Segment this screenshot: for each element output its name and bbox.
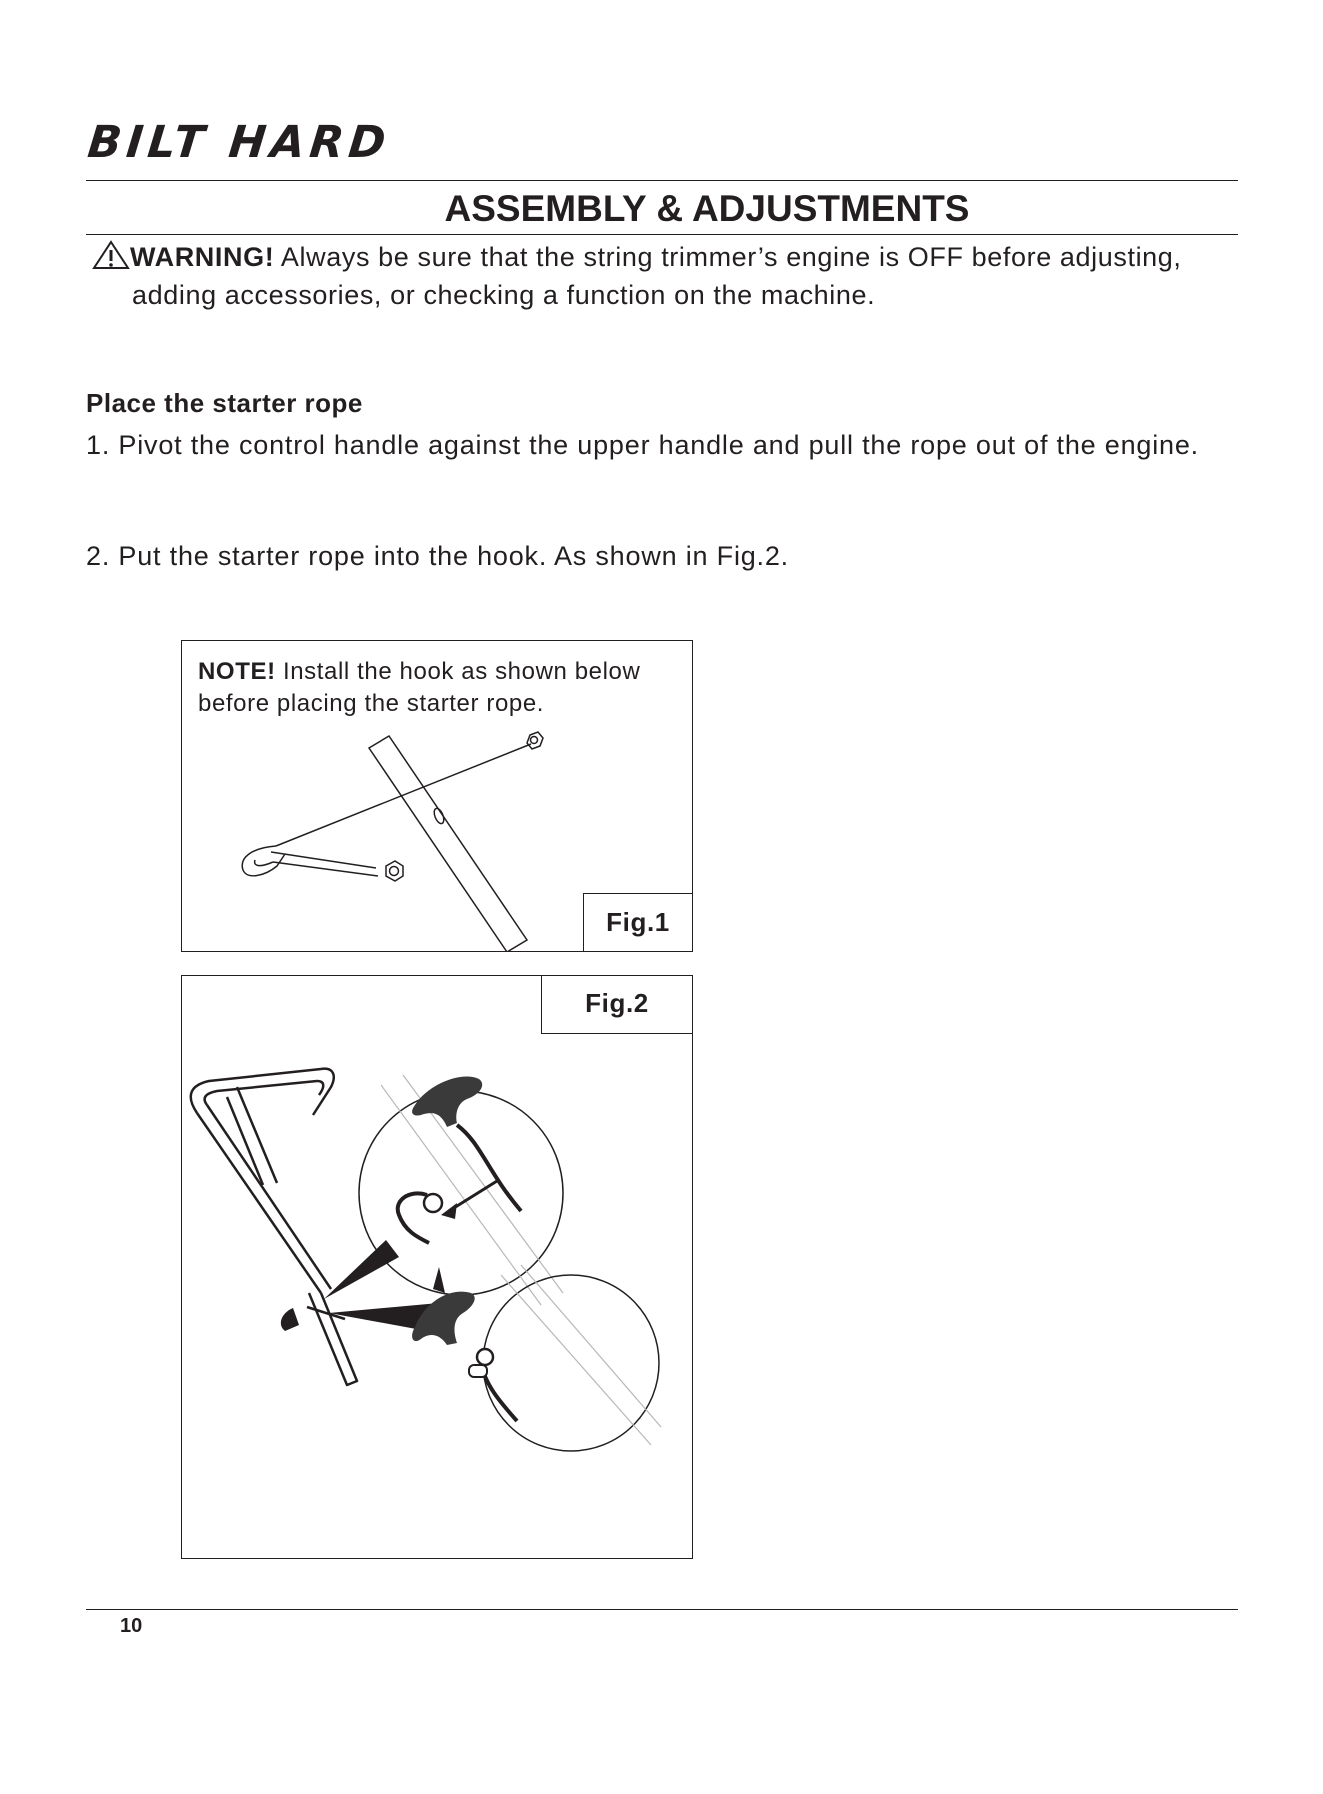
title-rule (86, 234, 1238, 235)
step-2: 2. Put the starter rope into the hook. As shown in Fig.2. (86, 541, 789, 571)
warning-text-line2: adding accessories, or checking a function on the machine. (132, 280, 876, 310)
note-label: NOTE! (198, 658, 276, 685)
warning-text-line1: Always be sure that the string trimmer’s engine is OFF before adjusting, (280, 242, 1182, 272)
warning-label: WARNING! (130, 242, 275, 272)
step-1: 1. Pivot the control handle against the upper handle and pull the rope out of the engine. (86, 430, 1199, 460)
section-title: ASSEMBLY & ADJUSTMENTS (444, 188, 970, 229)
note-text-line1: Install the hook as shown below (282, 658, 641, 685)
figure-2-label: Fig.2 (541, 975, 693, 1034)
brand-logo: BILT HARD (85, 117, 394, 168)
footer-rule (86, 1609, 1238, 1610)
subsection-heading: Place the starter rope (86, 388, 363, 418)
page-number: 10 (120, 1615, 143, 1637)
header-rule (86, 180, 1238, 181)
starter-rope-hook-illustration (181, 975, 693, 1559)
note-text-line2: before placing the starter rope. (198, 690, 545, 717)
warning-block (92, 238, 1252, 314)
figure-1-label: Fig.1 (583, 893, 693, 952)
warning-triangle-icon (92, 240, 130, 270)
